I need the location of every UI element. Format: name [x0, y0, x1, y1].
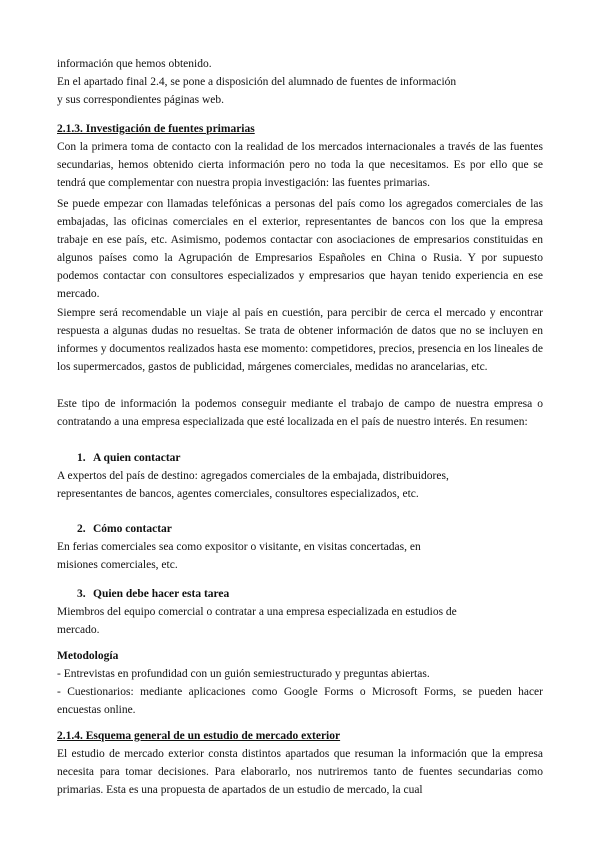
methodology-heading: Metodología: [57, 650, 119, 662]
list-item-1-line-1: A expertos del país de destino: agregados comerciales de la embajada, distribuidores,: [57, 470, 449, 482]
list-item-1-line-2: representantes de bancos, agentes comerciales, consultores especializados, etc.: [57, 488, 419, 500]
section-214-heading: 2.1.4. Esquema general de un estudio de mercado exterior: [57, 730, 341, 742]
methodology-line-1: - Entrevistas en profundidad con un guión semiestructurado y preguntas abiertas.: [57, 668, 430, 680]
intro-line-1: información que hemos obtenido.: [57, 58, 212, 70]
list-item-1: [57, 449, 543, 503]
section-213-para-4: Este tipo de información la podemos conseguir mediante el trabajo de campo de nuestra empresa o contratando a una empresa especializada que esté localizada en el país de nuestro interés. En resumen:: [57, 398, 543, 428]
methodology-line-2: - Cuestionarios: mediante aplicaciones como Google Forms o Microsoft Forms, se pueden hacer encuestas online.: [57, 686, 543, 716]
section-213: [57, 120, 543, 192]
list-item-2-line-1: En ferias comerciales sea como expositor o visitante, en visitas concertadas, en: [57, 541, 421, 553]
list-item-3: [57, 585, 543, 639]
intro-line-3: y sus correspondientes páginas web.: [57, 94, 225, 106]
list-item-2: [57, 520, 543, 574]
section-214-para-1: El estudio de mercado exterior consta distintos apartados que resuman la información que la empresa necesita para tomar decisiones. Para elaborarlo, nos nutriremos tanto de fuentes secundarias como primarias. Esta es una propuesta de apartados de un estudio de mercado, la cual: [57, 748, 543, 796]
section-214: [57, 727, 543, 799]
list-item-2-number: 2.: [77, 523, 86, 535]
list-item-3-title: Quien debe hacer esta tarea: [93, 588, 230, 600]
section-213-heading: 2.1.3. Investigación de fuentes primarias: [57, 123, 255, 135]
methodology-block: [57, 647, 543, 719]
list-item-3-line-1: Miembros del equipo comercial o contratar a una empresa especializada en estudios de: [57, 606, 457, 618]
list-item-2-title: Cómo contactar: [93, 523, 172, 535]
section-213-para-2: Se puede empezar con llamadas telefónicas a personas del país como los agregados comerciales de las embajadas, las oficinas comerciales en el exterior, representantes de bancos con los que la empresa trabaje en ese país, etc. Asimismo, podemos contactar con asociaciones de empresarios constituidas en algunos países como la Agrupación de Empresarios Españoles en China o Rusia. Y por supuesto podemos contactar con consultores especializados y empresarios que hayan tenido experiencia en ese mercado.: [57, 198, 543, 300]
list-item-1-number: 1.: [77, 452, 86, 464]
list-item-2-line-2: misiones comerciales, etc.: [57, 559, 178, 571]
section-213-para-3: Siempre será recomendable un viaje al país en cuestión, para percibir de cerca el mercado y encontrar respuesta a algunas dudas no resueltas. Se trata de obtener información de datos que no se incluyen en informes y documentos realizados hasta ese momento: competidores, precios, presencia en los lineales de los supermercados, gastos de publicidad, márgenes comerciales, medidas no arancelarias, etc.: [57, 307, 543, 373]
list-item-3-number: 3.: [77, 588, 86, 600]
intro-line-2: En el apartado final 2.4, se pone a disposición del alumnado de fuentes de información: [57, 76, 457, 88]
list-item-3-line-2: mercado.: [57, 624, 100, 636]
list-item-1-title: A quien contactar: [93, 452, 181, 464]
intro-block: [57, 55, 543, 109]
section-213-para-1: Con la primera toma de contacto con la realidad de los mercados internacionales a través de las fuentes secundarias, hemos obtenido cierta información pero no toda la que necesitamos. Es por ello que se tendrá que complementar con nuestra propia investigación: las fuentes primarias.: [57, 141, 543, 189]
